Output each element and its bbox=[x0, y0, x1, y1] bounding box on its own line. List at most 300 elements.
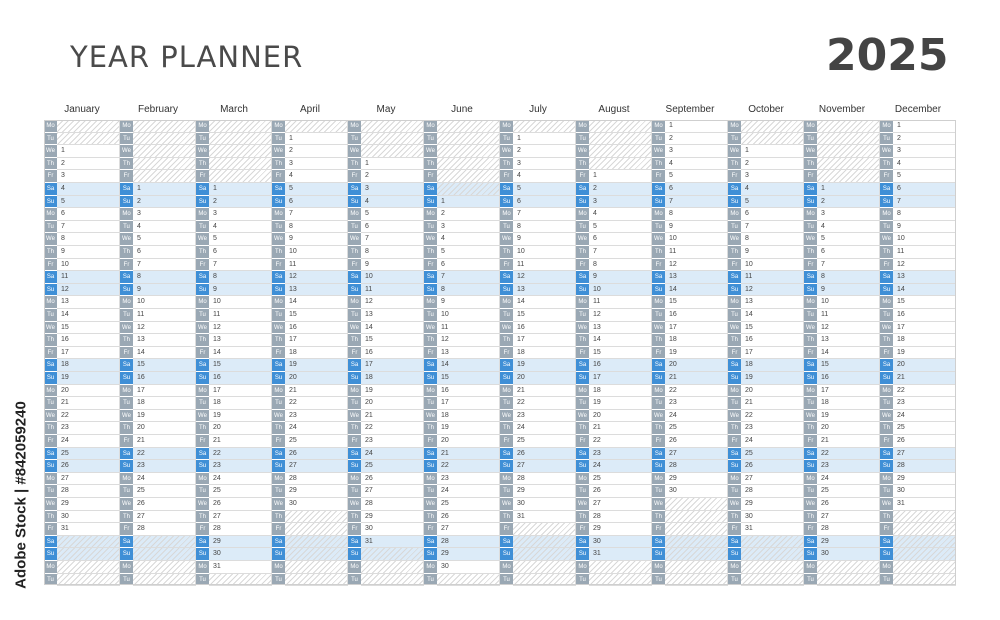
day-cell[interactable]: 13 bbox=[893, 271, 956, 284]
day-cell[interactable]: 6 bbox=[665, 183, 728, 196]
day-cell[interactable]: 2 bbox=[665, 133, 728, 146]
day-cell[interactable]: 20 bbox=[209, 422, 272, 435]
day-cell[interactable]: 22 bbox=[589, 435, 652, 448]
day-cell[interactable]: 20 bbox=[513, 372, 576, 385]
day-cell[interactable]: 15 bbox=[285, 309, 348, 322]
day-cell[interactable]: 17 bbox=[513, 334, 576, 347]
day-cell[interactable]: 14 bbox=[133, 347, 196, 360]
day-cell[interactable]: 25 bbox=[817, 485, 880, 498]
day-cell[interactable]: 27 bbox=[513, 460, 576, 473]
day-cell[interactable]: 27 bbox=[817, 511, 880, 524]
day-cell[interactable]: 22 bbox=[817, 448, 880, 461]
day-cell[interactable]: 26 bbox=[817, 498, 880, 511]
day-cell[interactable]: 30 bbox=[285, 498, 348, 511]
day-cell[interactable]: 7 bbox=[817, 259, 880, 272]
day-cell[interactable]: 10 bbox=[361, 271, 424, 284]
day-cell[interactable]: 17 bbox=[361, 359, 424, 372]
day-cell[interactable]: 10 bbox=[893, 233, 956, 246]
day-cell[interactable]: 15 bbox=[133, 359, 196, 372]
day-cell[interactable]: 2 bbox=[133, 196, 196, 209]
day-cell[interactable]: 2 bbox=[437, 208, 500, 221]
day-cell[interactable]: 11 bbox=[513, 259, 576, 272]
day-cell[interactable]: 25 bbox=[893, 422, 956, 435]
day-cell[interactable]: 10 bbox=[513, 246, 576, 259]
day-cell[interactable]: 11 bbox=[437, 322, 500, 335]
day-cell[interactable]: 13 bbox=[589, 322, 652, 335]
day-cell[interactable]: 10 bbox=[133, 296, 196, 309]
day-cell[interactable]: 11 bbox=[817, 309, 880, 322]
day-cell[interactable]: 10 bbox=[589, 284, 652, 297]
day-cell[interactable]: 21 bbox=[893, 372, 956, 385]
day-cell[interactable]: 23 bbox=[209, 460, 272, 473]
day-cell[interactable]: 26 bbox=[513, 448, 576, 461]
day-cell[interactable]: 25 bbox=[589, 473, 652, 486]
day-cell[interactable]: 3 bbox=[513, 158, 576, 171]
day-cell[interactable]: 15 bbox=[513, 309, 576, 322]
day-cell[interactable]: 19 bbox=[665, 347, 728, 360]
day-cell[interactable]: 1 bbox=[817, 183, 880, 196]
day-cell[interactable]: 1 bbox=[133, 183, 196, 196]
day-cell[interactable]: 6 bbox=[57, 208, 120, 221]
day-cell[interactable]: 26 bbox=[437, 511, 500, 524]
day-cell[interactable]: 5 bbox=[513, 183, 576, 196]
day-cell[interactable]: 26 bbox=[57, 460, 120, 473]
day-cell[interactable]: 18 bbox=[589, 385, 652, 398]
day-cell[interactable]: 18 bbox=[513, 347, 576, 360]
day-cell[interactable]: 6 bbox=[893, 183, 956, 196]
day-cell[interactable]: 17 bbox=[437, 397, 500, 410]
day-cell[interactable]: 28 bbox=[209, 523, 272, 536]
day-cell[interactable]: 24 bbox=[513, 422, 576, 435]
day-cell[interactable]: 15 bbox=[437, 372, 500, 385]
day-cell[interactable]: 22 bbox=[57, 410, 120, 423]
day-cell[interactable]: 18 bbox=[437, 410, 500, 423]
day-cell[interactable]: 6 bbox=[361, 221, 424, 234]
day-cell[interactable]: 30 bbox=[893, 485, 956, 498]
day-cell[interactable]: 6 bbox=[741, 208, 804, 221]
day-cell[interactable]: 29 bbox=[437, 548, 500, 561]
day-cell[interactable]: 4 bbox=[437, 233, 500, 246]
day-cell[interactable]: 6 bbox=[817, 246, 880, 259]
day-cell[interactable]: 5 bbox=[437, 246, 500, 259]
day-cell[interactable]: 12 bbox=[361, 296, 424, 309]
day-cell[interactable]: 31 bbox=[741, 523, 804, 536]
day-cell[interactable]: 27 bbox=[665, 448, 728, 461]
day-cell[interactable]: 9 bbox=[893, 221, 956, 234]
day-cell[interactable]: 22 bbox=[893, 385, 956, 398]
day-cell[interactable]: 12 bbox=[437, 334, 500, 347]
day-cell[interactable]: 8 bbox=[589, 259, 652, 272]
day-cell[interactable]: 31 bbox=[209, 561, 272, 574]
day-cell[interactable]: 17 bbox=[893, 322, 956, 335]
day-cell[interactable]: 23 bbox=[437, 473, 500, 486]
day-cell[interactable]: 6 bbox=[589, 233, 652, 246]
day-cell[interactable]: 13 bbox=[513, 284, 576, 297]
day-cell[interactable]: 31 bbox=[57, 523, 120, 536]
day-cell[interactable]: 18 bbox=[361, 372, 424, 385]
day-cell[interactable]: 17 bbox=[209, 385, 272, 398]
day-cell[interactable]: 3 bbox=[589, 196, 652, 209]
day-cell[interactable]: 22 bbox=[133, 448, 196, 461]
day-cell[interactable]: 18 bbox=[741, 359, 804, 372]
day-cell[interactable]: 19 bbox=[361, 385, 424, 398]
day-cell[interactable]: 30 bbox=[513, 498, 576, 511]
day-cell[interactable]: 14 bbox=[513, 296, 576, 309]
day-cell[interactable]: 29 bbox=[589, 523, 652, 536]
day-cell[interactable]: 11 bbox=[893, 246, 956, 259]
day-cell[interactable]: 26 bbox=[665, 435, 728, 448]
day-cell[interactable]: 2 bbox=[57, 158, 120, 171]
day-cell[interactable]: 28 bbox=[57, 485, 120, 498]
day-cell[interactable]: 23 bbox=[361, 435, 424, 448]
day-cell[interactable]: 10 bbox=[817, 296, 880, 309]
day-cell[interactable]: 27 bbox=[437, 523, 500, 536]
day-cell[interactable]: 13 bbox=[133, 334, 196, 347]
day-cell[interactable]: 4 bbox=[513, 170, 576, 183]
day-cell[interactable]: 15 bbox=[589, 347, 652, 360]
day-cell[interactable]: 8 bbox=[741, 233, 804, 246]
day-cell[interactable]: 4 bbox=[57, 183, 120, 196]
day-cell[interactable]: 5 bbox=[209, 233, 272, 246]
day-cell[interactable]: 29 bbox=[665, 473, 728, 486]
day-cell[interactable]: 5 bbox=[57, 196, 120, 209]
day-cell[interactable]: 19 bbox=[437, 422, 500, 435]
day-cell[interactable]: 15 bbox=[361, 334, 424, 347]
day-cell[interactable]: 20 bbox=[285, 372, 348, 385]
day-cell[interactable]: 18 bbox=[209, 397, 272, 410]
day-cell[interactable]: 24 bbox=[589, 460, 652, 473]
day-cell[interactable]: 6 bbox=[209, 246, 272, 259]
day-cell[interactable]: 21 bbox=[665, 372, 728, 385]
day-cell[interactable]: 14 bbox=[893, 284, 956, 297]
day-cell[interactable]: 13 bbox=[817, 334, 880, 347]
day-cell[interactable]: 4 bbox=[817, 221, 880, 234]
day-cell[interactable]: 12 bbox=[665, 259, 728, 272]
day-cell[interactable]: 5 bbox=[133, 233, 196, 246]
day-cell[interactable]: 8 bbox=[817, 271, 880, 284]
day-cell[interactable]: 25 bbox=[285, 435, 348, 448]
day-cell[interactable]: 18 bbox=[285, 347, 348, 360]
day-cell[interactable]: 23 bbox=[57, 422, 120, 435]
day-cell[interactable]: 14 bbox=[741, 309, 804, 322]
day-cell[interactable]: 20 bbox=[589, 410, 652, 423]
day-cell[interactable]: 26 bbox=[893, 435, 956, 448]
day-cell[interactable]: 4 bbox=[361, 196, 424, 209]
day-cell[interactable]: 22 bbox=[361, 422, 424, 435]
day-cell[interactable]: 4 bbox=[285, 170, 348, 183]
day-cell[interactable]: 1 bbox=[741, 145, 804, 158]
day-cell[interactable]: 19 bbox=[741, 372, 804, 385]
day-cell[interactable]: 10 bbox=[285, 246, 348, 259]
day-cell[interactable]: 18 bbox=[133, 397, 196, 410]
day-cell[interactable]: 1 bbox=[285, 133, 348, 146]
day-cell[interactable]: 16 bbox=[361, 347, 424, 360]
day-cell[interactable]: 3 bbox=[437, 221, 500, 234]
day-cell[interactable]: 16 bbox=[741, 334, 804, 347]
day-cell[interactable]: 25 bbox=[57, 448, 120, 461]
day-cell[interactable]: 25 bbox=[133, 485, 196, 498]
day-cell[interactable]: 9 bbox=[209, 284, 272, 297]
day-cell[interactable]: 20 bbox=[57, 385, 120, 398]
day-cell[interactable]: 3 bbox=[893, 145, 956, 158]
day-cell[interactable]: 28 bbox=[133, 523, 196, 536]
day-cell[interactable]: 12 bbox=[817, 322, 880, 335]
day-cell[interactable]: 26 bbox=[589, 485, 652, 498]
day-cell[interactable]: 8 bbox=[57, 233, 120, 246]
day-cell[interactable]: 28 bbox=[589, 511, 652, 524]
day-cell[interactable]: 11 bbox=[665, 246, 728, 259]
day-cell[interactable]: 12 bbox=[57, 284, 120, 297]
day-cell[interactable]: 9 bbox=[513, 233, 576, 246]
day-cell[interactable]: 18 bbox=[57, 359, 120, 372]
day-cell[interactable]: 8 bbox=[513, 221, 576, 234]
day-cell[interactable]: 7 bbox=[133, 259, 196, 272]
day-cell[interactable]: 1 bbox=[209, 183, 272, 196]
day-cell[interactable]: 7 bbox=[57, 221, 120, 234]
day-cell[interactable]: 23 bbox=[513, 410, 576, 423]
day-cell[interactable]: 13 bbox=[209, 334, 272, 347]
day-cell[interactable]: 14 bbox=[57, 309, 120, 322]
day-cell[interactable]: 8 bbox=[893, 208, 956, 221]
day-cell[interactable]: 9 bbox=[57, 246, 120, 259]
day-cell[interactable]: 29 bbox=[893, 473, 956, 486]
day-cell[interactable]: 21 bbox=[437, 448, 500, 461]
day-cell[interactable]: 30 bbox=[741, 511, 804, 524]
day-cell[interactable]: 17 bbox=[133, 385, 196, 398]
day-cell[interactable]: 21 bbox=[133, 435, 196, 448]
day-cell[interactable]: 3 bbox=[741, 170, 804, 183]
day-cell[interactable]: 16 bbox=[589, 359, 652, 372]
day-cell[interactable]: 23 bbox=[589, 448, 652, 461]
day-cell[interactable]: 27 bbox=[741, 473, 804, 486]
day-cell[interactable]: 4 bbox=[209, 221, 272, 234]
day-cell[interactable]: 12 bbox=[133, 322, 196, 335]
day-cell[interactable]: 19 bbox=[285, 359, 348, 372]
day-cell[interactable]: 23 bbox=[285, 410, 348, 423]
day-cell[interactable]: 16 bbox=[893, 309, 956, 322]
day-cell[interactable]: 15 bbox=[57, 322, 120, 335]
day-cell[interactable]: 31 bbox=[361, 536, 424, 549]
day-cell[interactable]: 16 bbox=[133, 372, 196, 385]
day-cell[interactable]: 31 bbox=[589, 548, 652, 561]
day-cell[interactable]: 3 bbox=[209, 208, 272, 221]
day-cell[interactable]: 1 bbox=[589, 170, 652, 183]
day-cell[interactable]: 11 bbox=[361, 284, 424, 297]
day-cell[interactable]: 30 bbox=[437, 561, 500, 574]
day-cell[interactable]: 13 bbox=[665, 271, 728, 284]
day-cell[interactable]: 24 bbox=[57, 435, 120, 448]
day-cell[interactable]: 18 bbox=[817, 397, 880, 410]
day-cell[interactable]: 10 bbox=[57, 259, 120, 272]
day-cell[interactable]: 9 bbox=[361, 259, 424, 272]
day-cell[interactable]: 31 bbox=[513, 511, 576, 524]
day-cell[interactable]: 8 bbox=[361, 246, 424, 259]
day-cell[interactable]: 7 bbox=[665, 196, 728, 209]
day-cell[interactable]: 5 bbox=[361, 208, 424, 221]
day-cell[interactable]: 11 bbox=[741, 271, 804, 284]
day-cell[interactable]: 24 bbox=[817, 473, 880, 486]
day-cell[interactable]: 28 bbox=[437, 536, 500, 549]
day-cell[interactable]: 24 bbox=[665, 410, 728, 423]
day-cell[interactable]: 17 bbox=[665, 322, 728, 335]
day-cell[interactable]: 22 bbox=[741, 410, 804, 423]
day-cell[interactable]: 30 bbox=[57, 511, 120, 524]
day-cell[interactable]: 9 bbox=[665, 221, 728, 234]
day-cell[interactable]: 28 bbox=[893, 460, 956, 473]
day-cell[interactable]: 6 bbox=[133, 246, 196, 259]
day-cell[interactable]: 23 bbox=[817, 460, 880, 473]
day-cell[interactable]: 20 bbox=[133, 422, 196, 435]
day-cell[interactable]: 8 bbox=[133, 271, 196, 284]
day-cell[interactable]: 22 bbox=[513, 397, 576, 410]
day-cell[interactable]: 21 bbox=[361, 410, 424, 423]
day-cell[interactable]: 12 bbox=[209, 322, 272, 335]
day-cell[interactable]: 7 bbox=[741, 221, 804, 234]
day-cell[interactable]: 5 bbox=[817, 233, 880, 246]
day-cell[interactable]: 20 bbox=[817, 422, 880, 435]
day-cell[interactable]: 4 bbox=[665, 158, 728, 171]
day-cell[interactable]: 2 bbox=[741, 158, 804, 171]
day-cell[interactable]: 3 bbox=[817, 208, 880, 221]
day-cell[interactable]: 22 bbox=[437, 460, 500, 473]
day-cell[interactable]: 9 bbox=[133, 284, 196, 297]
day-cell[interactable]: 3 bbox=[285, 158, 348, 171]
day-cell[interactable]: 7 bbox=[893, 196, 956, 209]
day-cell[interactable]: 23 bbox=[741, 422, 804, 435]
day-cell[interactable]: 6 bbox=[513, 196, 576, 209]
day-cell[interactable]: 24 bbox=[361, 448, 424, 461]
day-cell[interactable]: 26 bbox=[741, 460, 804, 473]
day-cell[interactable]: 19 bbox=[817, 410, 880, 423]
day-cell[interactable]: 21 bbox=[513, 385, 576, 398]
day-cell[interactable]: 13 bbox=[741, 296, 804, 309]
day-cell[interactable]: 28 bbox=[817, 523, 880, 536]
day-cell[interactable]: 16 bbox=[285, 322, 348, 335]
day-cell[interactable]: 17 bbox=[589, 372, 652, 385]
day-cell[interactable]: 16 bbox=[817, 372, 880, 385]
day-cell[interactable]: 28 bbox=[513, 473, 576, 486]
day-cell[interactable]: 17 bbox=[285, 334, 348, 347]
day-cell[interactable]: 17 bbox=[57, 347, 120, 360]
day-cell[interactable]: 30 bbox=[361, 523, 424, 536]
day-cell[interactable]: 29 bbox=[817, 536, 880, 549]
day-cell[interactable]: 19 bbox=[513, 359, 576, 372]
day-cell[interactable]: 25 bbox=[361, 460, 424, 473]
day-cell[interactable]: 12 bbox=[893, 259, 956, 272]
day-cell[interactable]: 1 bbox=[361, 158, 424, 171]
day-cell[interactable]: 30 bbox=[209, 548, 272, 561]
day-cell[interactable]: 6 bbox=[437, 259, 500, 272]
day-cell[interactable]: 27 bbox=[589, 498, 652, 511]
day-cell[interactable]: 19 bbox=[57, 372, 120, 385]
day-cell[interactable]: 26 bbox=[361, 473, 424, 486]
day-cell[interactable]: 5 bbox=[893, 170, 956, 183]
day-cell[interactable]: 2 bbox=[513, 145, 576, 158]
day-cell[interactable]: 12 bbox=[589, 309, 652, 322]
day-cell[interactable]: 24 bbox=[133, 473, 196, 486]
day-cell[interactable]: 16 bbox=[209, 372, 272, 385]
day-cell[interactable]: 14 bbox=[361, 322, 424, 335]
day-cell[interactable]: 3 bbox=[361, 183, 424, 196]
day-cell[interactable]: 29 bbox=[513, 485, 576, 498]
day-cell[interactable]: 19 bbox=[589, 397, 652, 410]
day-cell[interactable]: 9 bbox=[437, 296, 500, 309]
day-cell[interactable]: 2 bbox=[361, 170, 424, 183]
day-cell[interactable]: 29 bbox=[361, 511, 424, 524]
day-cell[interactable]: 25 bbox=[437, 498, 500, 511]
day-cell[interactable]: 25 bbox=[209, 485, 272, 498]
day-cell[interactable]: 1 bbox=[57, 145, 120, 158]
day-cell[interactable]: 24 bbox=[285, 422, 348, 435]
day-cell[interactable]: 27 bbox=[285, 460, 348, 473]
day-cell[interactable]: 15 bbox=[893, 296, 956, 309]
day-cell[interactable]: 24 bbox=[437, 485, 500, 498]
day-cell[interactable]: 21 bbox=[817, 435, 880, 448]
day-cell[interactable]: 23 bbox=[133, 460, 196, 473]
day-cell[interactable]: 8 bbox=[209, 271, 272, 284]
day-cell[interactable]: 28 bbox=[361, 498, 424, 511]
day-cell[interactable]: 12 bbox=[513, 271, 576, 284]
day-cell[interactable]: 16 bbox=[437, 385, 500, 398]
day-cell[interactable]: 10 bbox=[741, 259, 804, 272]
day-cell[interactable]: 3 bbox=[665, 145, 728, 158]
day-cell[interactable]: 8 bbox=[285, 221, 348, 234]
day-cell[interactable]: 2 bbox=[285, 145, 348, 158]
day-cell[interactable]: 9 bbox=[589, 271, 652, 284]
day-cell[interactable]: 21 bbox=[741, 397, 804, 410]
day-cell[interactable]: 26 bbox=[133, 498, 196, 511]
day-cell[interactable]: 29 bbox=[741, 498, 804, 511]
day-cell[interactable]: 28 bbox=[741, 485, 804, 498]
day-cell[interactable]: 7 bbox=[209, 259, 272, 272]
day-cell[interactable]: 14 bbox=[209, 347, 272, 360]
day-cell[interactable]: 11 bbox=[133, 309, 196, 322]
day-cell[interactable]: 14 bbox=[665, 284, 728, 297]
day-cell[interactable]: 17 bbox=[741, 347, 804, 360]
day-cell[interactable]: 4 bbox=[133, 221, 196, 234]
day-cell[interactable]: 8 bbox=[665, 208, 728, 221]
day-cell[interactable]: 30 bbox=[589, 536, 652, 549]
day-cell[interactable]: 10 bbox=[665, 233, 728, 246]
day-cell[interactable]: 13 bbox=[361, 309, 424, 322]
day-cell[interactable]: 23 bbox=[665, 397, 728, 410]
day-cell[interactable]: 23 bbox=[893, 397, 956, 410]
day-cell[interactable]: 27 bbox=[209, 511, 272, 524]
day-cell[interactable]: 4 bbox=[741, 183, 804, 196]
day-cell[interactable]: 7 bbox=[437, 271, 500, 284]
day-cell[interactable]: 15 bbox=[209, 359, 272, 372]
day-cell[interactable]: 15 bbox=[817, 359, 880, 372]
day-cell[interactable]: 30 bbox=[665, 485, 728, 498]
day-cell[interactable]: 16 bbox=[665, 309, 728, 322]
day-cell[interactable]: 22 bbox=[209, 448, 272, 461]
day-cell[interactable]: 6 bbox=[285, 196, 348, 209]
day-cell[interactable]: 20 bbox=[893, 359, 956, 372]
day-cell[interactable]: 10 bbox=[209, 296, 272, 309]
day-cell[interactable]: 2 bbox=[817, 196, 880, 209]
day-cell[interactable]: 7 bbox=[285, 208, 348, 221]
day-cell[interactable]: 20 bbox=[437, 435, 500, 448]
day-cell[interactable]: 14 bbox=[817, 347, 880, 360]
day-cell[interactable]: 14 bbox=[285, 296, 348, 309]
day-cell[interactable]: 5 bbox=[285, 183, 348, 196]
day-cell[interactable]: 18 bbox=[665, 334, 728, 347]
day-cell[interactable]: 13 bbox=[437, 347, 500, 360]
day-cell[interactable]: 29 bbox=[57, 498, 120, 511]
day-cell[interactable]: 21 bbox=[285, 385, 348, 398]
day-cell[interactable]: 20 bbox=[361, 397, 424, 410]
day-cell[interactable]: 25 bbox=[513, 435, 576, 448]
